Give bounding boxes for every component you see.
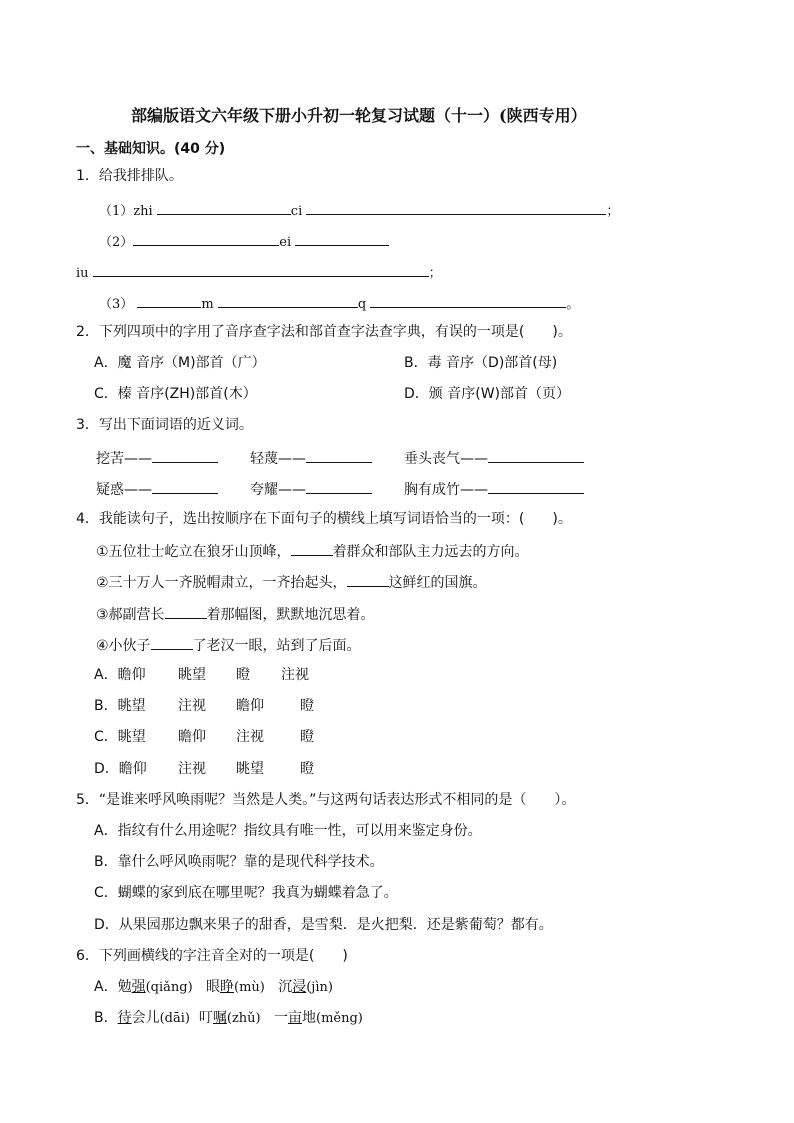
option-word: 注视: [178, 698, 206, 714]
q4-option-a[interactable]: [94, 666, 309, 684]
question-1-line-3: [76, 262, 442, 283]
q1-label-ei: ei: [279, 235, 292, 250]
sentence-text: 这鲜红的国旗。: [388, 575, 487, 591]
option-word: 瞻仰: [236, 698, 264, 714]
word-char: 叮: [198, 1010, 213, 1026]
q5-option-b[interactable]: B．靠什么呼风唤雨呢？靠的是现代科学技术。: [94, 854, 384, 870]
option-word: 瞪: [236, 667, 250, 683]
option-word: A．瞻仰: [94, 667, 146, 683]
option-label: B．: [94, 1010, 118, 1026]
pinyin: (jìn): [306, 980, 333, 995]
q6-option-a[interactable]: [94, 978, 333, 997]
answer-blank[interactable]: [347, 572, 389, 587]
sentence-text: ③郝副营长: [96, 607, 165, 623]
q3-word-2: [250, 448, 372, 468]
answer-blank[interactable]: [152, 479, 218, 494]
answer-blank[interactable]: [137, 293, 201, 308]
answer-blank[interactable]: [295, 231, 389, 246]
word-char: 眼: [206, 979, 221, 995]
q4-option-b[interactable]: [94, 697, 314, 715]
answer-blank[interactable]: [306, 448, 372, 463]
question-3-stem: 3．写出下面词语的近义词。: [76, 417, 253, 433]
question-6-stem: 6．下列画横线的字注音全对的一项是( ): [76, 948, 348, 964]
pinyin: (mù): [234, 980, 265, 995]
q1-label-m: m: [201, 297, 214, 312]
option-word: 注视: [236, 729, 264, 745]
q2-option-a[interactable]: A．魔 音序（M)部首（广）: [94, 355, 266, 371]
q1-label-3: （3）: [99, 297, 134, 312]
pinyin: (zhǔ): [226, 1011, 261, 1026]
question-1-stem: 1．给我排排队。: [76, 168, 183, 184]
q3-word-label: 夸耀——: [250, 482, 306, 498]
question-1-line-4: [99, 293, 579, 314]
q1-label-q: q: [357, 297, 367, 312]
option-word: 瞪: [300, 698, 314, 714]
q3-word-label: 垂头丧气——: [404, 451, 488, 467]
answer-blank[interactable]: [93, 262, 429, 277]
answer-blank[interactable]: [133, 231, 279, 246]
sentence-text: ②三十万人一齐脱帽肃立，一齐抬起头，: [96, 575, 347, 591]
pinyin: (dāi): [159, 1011, 190, 1026]
q5-option-d[interactable]: D．从果园那边飘来果子的甜香，是雪梨．是火把梨．还是紫葡萄？都有。: [94, 917, 553, 933]
sentence-text: 着那幅图，默默地沉思着。: [206, 607, 375, 623]
sentence-text: ④小伙子: [96, 638, 151, 654]
q3-word-5: [250, 479, 372, 499]
answer-blank[interactable]: [306, 200, 606, 215]
option-word: 瞪: [300, 761, 314, 777]
q3-word-label: 轻蔑——: [250, 451, 306, 467]
q1-label-ci: ci: [290, 204, 303, 219]
underlined-char: 浸: [292, 979, 307, 995]
q6-option-b[interactable]: [94, 1009, 363, 1028]
underlined-char: 嘱: [212, 1010, 227, 1026]
q3-word-4: [96, 479, 218, 499]
answer-blank[interactable]: [152, 448, 218, 463]
pinyin: (měng): [316, 1011, 363, 1026]
q4-sentence-3: [96, 604, 375, 624]
option-word: 瞪: [300, 729, 314, 745]
q3-word-label: 疑惑——: [96, 482, 152, 498]
word-char: 会儿: [131, 1010, 160, 1026]
underlined-char: 睁: [220, 979, 235, 995]
q3-word-label: 胸有成竹——: [404, 482, 488, 498]
q2-option-b[interactable]: B．毒 音序（D)部首(母): [404, 355, 558, 371]
q3-word-label: 挖苦——: [96, 451, 152, 467]
question-2-stem: 2．下列四项中的字用了音序查字法和部首查字法查字典，有误的一项是( )。: [76, 324, 572, 340]
option-word: C．眺望: [94, 729, 146, 745]
question-4-stem: 4．我能读句子，选出按顺序在下面句子的横线上填写词语恰当的一项：( )。: [76, 511, 572, 527]
word-char: 勉: [117, 979, 132, 995]
option-word: 注视: [281, 667, 309, 683]
q4-option-d[interactable]: [94, 760, 314, 778]
q1-label-iu: iu: [76, 266, 89, 281]
option-word: B．眺望: [94, 698, 146, 714]
answer-blank[interactable]: [488, 479, 584, 494]
page-title: 部编版语文六年级下册小升初一轮复习试题（十一）(陕西专用）: [131, 106, 587, 125]
question-1-line-2: [99, 231, 389, 252]
option-word: 注视: [178, 761, 206, 777]
underlined-char: 亩: [288, 1010, 302, 1026]
answer-blank[interactable]: [370, 293, 566, 308]
option-label: A．: [94, 979, 118, 995]
q1-semicolon-2: ；: [428, 266, 442, 281]
answer-blank[interactable]: [488, 448, 584, 463]
q3-word-1: [96, 448, 218, 468]
sentence-text: 了老汉一眼，站到了后面。: [192, 638, 361, 654]
word-char: 沉: [278, 979, 293, 995]
option-word: 眺望: [236, 761, 264, 777]
underlined-char: 待: [117, 1010, 132, 1026]
q4-option-c[interactable]: [94, 728, 314, 746]
answer-blank[interactable]: [306, 479, 372, 494]
q3-word-3: [404, 448, 584, 468]
option-word: 眺望: [178, 667, 206, 683]
q2-option-c[interactable]: C．榛 音序(ZH)部首(木）: [94, 386, 257, 402]
answer-blank[interactable]: [151, 635, 193, 650]
word-char: 一: [274, 1010, 288, 1026]
pinyin: (qiǎng): [145, 980, 193, 995]
q3-word-6: [404, 479, 584, 499]
option-word: D．瞻仰: [94, 761, 147, 777]
q5-option-a[interactable]: A．指纹有什么用途呢？指纹具有唯一性，可以用来鉴定身份。: [94, 823, 482, 839]
q4-sentence-2: [96, 572, 487, 592]
q1-label-2: （2）: [99, 235, 134, 250]
q2-option-d[interactable]: D．颁 音序(W)部首（页）: [404, 386, 570, 402]
answer-blank[interactable]: [157, 200, 291, 215]
answer-blank[interactable]: [291, 541, 333, 556]
q1-label-zhi: （1）zhi: [99, 204, 153, 219]
q4-sentence-4: [96, 635, 361, 655]
q1-semicolon: ；: [606, 204, 620, 219]
q5-option-c[interactable]: C．蝴蝶的家到底在哪里呢？我真为蝴蝶着急了。: [94, 885, 398, 901]
question-1-line-1: [99, 200, 619, 221]
q4-sentence-1: [96, 541, 529, 561]
answer-blank[interactable]: [218, 293, 358, 308]
sentence-text: 着群众和部队主力远去的方向。: [332, 544, 529, 560]
sentence-text: ①五位壮士屹立在狼牙山顶峰，: [96, 544, 291, 560]
underlined-char: 强: [131, 979, 146, 995]
q1-period: 。: [566, 297, 580, 312]
answer-blank[interactable]: [165, 604, 207, 619]
option-word: 瞻仰: [178, 729, 206, 745]
question-5-stem: 5．“是谁来呼风唤雨呢？当然是人类。”与这两句话表达形式不相同的是（ ）。: [76, 792, 576, 808]
word-char: 地: [302, 1010, 316, 1026]
section-heading: 一、基础知识。(40 分): [76, 141, 226, 157]
